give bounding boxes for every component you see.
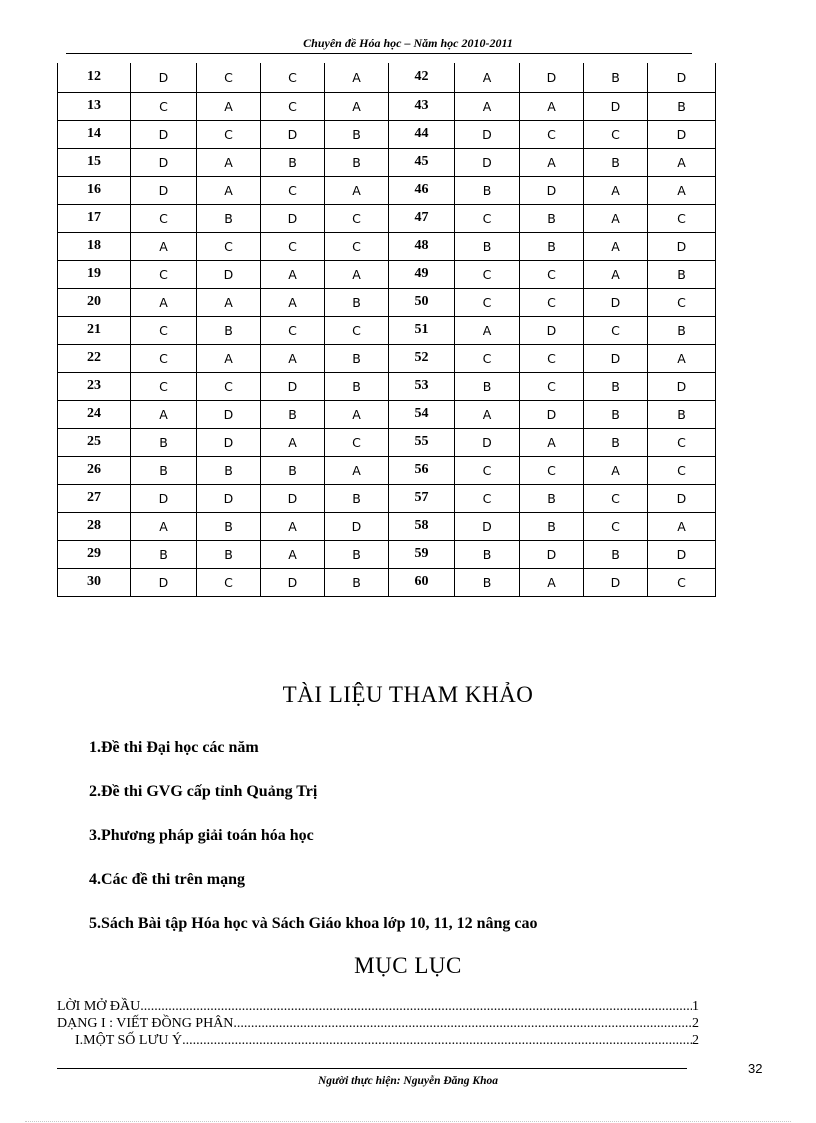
toc-entry-label: DẠNG I : VIẾT ĐỒNG PHÂN [57, 1016, 234, 1031]
answer-cell: C [261, 232, 325, 260]
answer-cell: D [648, 372, 716, 400]
answer-cell: C [520, 288, 584, 316]
answer-cell: C [131, 344, 197, 372]
answer-cell: A [648, 176, 716, 204]
answer-cell: B [197, 540, 261, 568]
table-row [58, 540, 716, 568]
answer-cell: B [648, 92, 716, 120]
answer-cell: C [261, 176, 325, 204]
question-number-cell: 21 [58, 316, 131, 344]
answer-cell: A [131, 232, 197, 260]
question-number-cell: 13 [58, 92, 131, 120]
reference-item: 1.Đề thi Đại học các năm [89, 739, 259, 756]
answer-cell: C [520, 344, 584, 372]
reference-item: 3.Phương pháp giải toán hóa học [89, 827, 314, 844]
answer-cell: A [648, 344, 716, 372]
answer-cell: B [520, 232, 584, 260]
reference-item: 2.Đề thi GVG cấp tỉnh Quảng Trị [89, 783, 318, 800]
answer-cell: B [325, 344, 389, 372]
question-number-cell: 16 [58, 176, 131, 204]
answer-cell: B [197, 316, 261, 344]
question-number-cell: 44 [389, 120, 455, 148]
answer-cell: D [520, 63, 584, 92]
answer-cell: D [584, 568, 648, 596]
question-number-cell: 23 [58, 372, 131, 400]
answer-cell: A [325, 63, 389, 92]
toc-entry-label: LỜI MỞ ĐẦU [57, 999, 141, 1014]
answer-cell: D [648, 63, 716, 92]
answer-cell: D [261, 568, 325, 596]
question-number-cell: 43 [389, 92, 455, 120]
references-title: TÀI LIỆU THAM KHẢO [282, 682, 534, 707]
answer-cell: A [520, 148, 584, 176]
table-row [58, 120, 716, 148]
answer-cell: B [325, 288, 389, 316]
answer-cell: A [584, 456, 648, 484]
table-row [58, 204, 716, 232]
toc-entry-page: 1 [692, 999, 699, 1014]
answer-cell: B [325, 568, 389, 596]
reference-item: 4.Các đề thi trên mạng [89, 871, 245, 888]
answer-cell: D [520, 316, 584, 344]
answer-cell: A [197, 344, 261, 372]
page-edge-divider [25, 1121, 791, 1122]
toc-entry[interactable] [57, 998, 699, 1015]
answer-cell: D [131, 568, 197, 596]
answer-cell: A [197, 92, 261, 120]
answer-cell: A [520, 568, 584, 596]
answer-cell: D [261, 204, 325, 232]
answer-cell: D [520, 176, 584, 204]
table-row [58, 344, 716, 372]
table-row [58, 176, 716, 204]
toc-leader-dots [140, 998, 692, 1015]
answer-cell: B [584, 540, 648, 568]
toc-entry-page: 2 [692, 1033, 699, 1048]
answer-cell: B [325, 372, 389, 400]
answer-cell: C [325, 204, 389, 232]
question-number-cell: 19 [58, 260, 131, 288]
question-number-cell: 59 [389, 540, 455, 568]
answer-cell: A [455, 400, 520, 428]
question-number-cell: 45 [389, 148, 455, 176]
answer-cell: A [584, 232, 648, 260]
header-rule [66, 53, 692, 54]
answer-cell: A [455, 92, 520, 120]
toc-entry-page: 2 [692, 1016, 699, 1031]
page-number: 32 [748, 1061, 763, 1076]
answer-cell: A [325, 456, 389, 484]
answer-cell: B [455, 176, 520, 204]
answer-cell: C [648, 288, 716, 316]
answer-cell: D [584, 92, 648, 120]
answer-cell: A [261, 260, 325, 288]
answer-cell: D [261, 120, 325, 148]
answer-cell: D [648, 484, 716, 512]
answer-cell: C [455, 344, 520, 372]
answer-cell: A [197, 288, 261, 316]
answer-cell: C [131, 316, 197, 344]
answer-cell: A [648, 148, 716, 176]
answer-cell: D [131, 484, 197, 512]
answer-cell: A [455, 63, 520, 92]
table-row [58, 63, 716, 92]
question-number-cell: 53 [389, 372, 455, 400]
toc-leader-dots [182, 1032, 692, 1049]
answer-cell: C [325, 232, 389, 260]
answer-cell: D [131, 63, 197, 92]
toc-leader-dots [233, 1015, 692, 1032]
answer-cell: C [520, 120, 584, 148]
question-number-cell: 56 [389, 456, 455, 484]
answer-cell: B [131, 456, 197, 484]
question-number-cell: 18 [58, 232, 131, 260]
answer-cell: C [131, 204, 197, 232]
question-number-cell: 55 [389, 428, 455, 456]
answer-cell: D [455, 428, 520, 456]
answer-cell: D [197, 484, 261, 512]
answer-cell: D [455, 512, 520, 540]
answer-cell: C [584, 484, 648, 512]
answer-cell: B [584, 400, 648, 428]
question-number-cell: 58 [389, 512, 455, 540]
answer-cell: C [197, 372, 261, 400]
answer-cell: C [648, 456, 716, 484]
answer-cell: A [584, 204, 648, 232]
answer-cell: A [648, 512, 716, 540]
answer-cell: B [261, 456, 325, 484]
answer-cell: B [131, 428, 197, 456]
answer-cell: C [648, 568, 716, 596]
answer-cell: B [325, 148, 389, 176]
answer-cell: C [648, 204, 716, 232]
answer-cell: D [131, 120, 197, 148]
answer-cell: A [584, 260, 648, 288]
table-row [58, 372, 716, 400]
answer-cell: D [197, 400, 261, 428]
answer-cell: C [261, 63, 325, 92]
answer-cell: B [520, 512, 584, 540]
answer-cell: D [325, 512, 389, 540]
answer-cell: B [325, 120, 389, 148]
running-footer: Người thực hiện: Nguyễn Đăng Khoa [317, 1075, 498, 1087]
answer-cell: D [648, 232, 716, 260]
question-number-cell: 14 [58, 120, 131, 148]
question-number-cell: 24 [58, 400, 131, 428]
table-row [58, 568, 716, 596]
table-row [58, 92, 716, 120]
answer-cell: B [584, 372, 648, 400]
answer-cell: D [455, 148, 520, 176]
table-of-contents [57, 998, 699, 1049]
answer-cell: B [648, 260, 716, 288]
reference-item: 5.Sách Bài tập Hóa học và Sách Giáo khoa lớp 10, 11, 12 nâng cao [89, 915, 538, 932]
answer-cell: C [455, 204, 520, 232]
question-number-cell: 51 [389, 316, 455, 344]
answer-cell: C [261, 92, 325, 120]
running-header: Chuyên đề Hóa học – Năm học 2010-2011 [303, 36, 513, 50]
answer-cell: C [197, 568, 261, 596]
question-number-cell: 26 [58, 456, 131, 484]
answer-cell: A [131, 512, 197, 540]
answer-cell: B [197, 204, 261, 232]
table-row [58, 260, 716, 288]
answer-cell: D [455, 120, 520, 148]
answer-cell: B [325, 484, 389, 512]
question-number-cell: 22 [58, 344, 131, 372]
question-number-cell: 46 [389, 176, 455, 204]
answer-cell: C [131, 372, 197, 400]
answer-cell: D [261, 484, 325, 512]
question-number-cell: 50 [389, 288, 455, 316]
table-row [58, 316, 716, 344]
question-number-cell: 49 [389, 260, 455, 288]
answer-cell: B [325, 540, 389, 568]
answer-cell: A [197, 176, 261, 204]
answer-cell: B [131, 540, 197, 568]
answer-cell: A [584, 176, 648, 204]
table-row [58, 512, 716, 540]
answer-cell: B [520, 484, 584, 512]
answer-cell: A [325, 92, 389, 120]
answer-cell: B [584, 148, 648, 176]
question-number-cell: 54 [389, 400, 455, 428]
answer-cell: A [131, 288, 197, 316]
answer-cell: D [584, 344, 648, 372]
toc-title: MỤC LỤC [354, 953, 462, 978]
table-row [58, 484, 716, 512]
table-row [58, 428, 716, 456]
answer-cell: A [325, 176, 389, 204]
answer-cell: C [325, 428, 389, 456]
answer-cell: C [197, 232, 261, 260]
answer-cell: D [648, 120, 716, 148]
answer-cell: B [197, 512, 261, 540]
answer-cell: C [325, 316, 389, 344]
table-row [58, 148, 716, 176]
table-row [58, 456, 716, 484]
answer-cell: C [261, 316, 325, 344]
table-row [58, 232, 716, 260]
question-number-cell: 25 [58, 428, 131, 456]
answer-cell: C [520, 372, 584, 400]
question-number-cell: 48 [389, 232, 455, 260]
answer-cell: B [261, 148, 325, 176]
answer-cell: C [584, 512, 648, 540]
answer-cell: B [648, 400, 716, 428]
answer-cell: C [520, 456, 584, 484]
question-number-cell: 57 [389, 484, 455, 512]
question-number-cell: 42 [389, 63, 455, 92]
question-number-cell: 29 [58, 540, 131, 568]
answer-cell: A [455, 316, 520, 344]
question-number-cell: 20 [58, 288, 131, 316]
answer-cell: B [455, 568, 520, 596]
answer-cell: A [520, 428, 584, 456]
question-number-cell: 28 [58, 512, 131, 540]
answer-cell: A [520, 92, 584, 120]
question-number-cell: 27 [58, 484, 131, 512]
answer-cell: A [261, 512, 325, 540]
answer-cell: B [455, 232, 520, 260]
answer-cell: C [455, 484, 520, 512]
answer-cell: C [131, 92, 197, 120]
answer-cell: B [455, 372, 520, 400]
answer-cell: A [261, 344, 325, 372]
toc-entry-label: I.MỘT SỐ LƯU Ý [75, 1033, 183, 1048]
answer-cell: C [455, 456, 520, 484]
answer-table-body [58, 63, 716, 596]
answer-cell: A [325, 260, 389, 288]
question-number-cell: 17 [58, 204, 131, 232]
answer-cell: D [197, 428, 261, 456]
answer-cell: B [648, 316, 716, 344]
references-list [89, 737, 538, 957]
answer-cell: D [131, 148, 197, 176]
table-row [58, 288, 716, 316]
toc-entry[interactable] [57, 1015, 699, 1032]
question-number-cell: 52 [389, 344, 455, 372]
answer-cell: A [261, 540, 325, 568]
answer-cell: A [261, 428, 325, 456]
answer-cell: B [261, 400, 325, 428]
answer-cell: C [455, 260, 520, 288]
answer-cell: D [648, 540, 716, 568]
answer-cell: B [197, 456, 261, 484]
answer-cell: D [131, 176, 197, 204]
answer-cell: B [520, 204, 584, 232]
question-number-cell: 30 [58, 568, 131, 596]
toc-entry[interactable] [57, 1032, 699, 1049]
answer-cell: A [197, 148, 261, 176]
answer-cell: B [584, 428, 648, 456]
answer-cell: D [520, 400, 584, 428]
answer-cell: C [584, 316, 648, 344]
answer-cell: B [455, 540, 520, 568]
answer-cell: C [648, 428, 716, 456]
question-number-cell: 15 [58, 148, 131, 176]
answer-cell: A [325, 400, 389, 428]
table-row [58, 400, 716, 428]
answer-cell: C [197, 63, 261, 92]
answer-cell: A [131, 400, 197, 428]
answer-key-table [57, 63, 716, 597]
answer-cell: D [520, 540, 584, 568]
answer-cell: B [584, 63, 648, 92]
question-number-cell: 12 [58, 63, 131, 92]
answer-cell: C [197, 120, 261, 148]
question-number-cell: 60 [389, 568, 455, 596]
answer-cell: C [520, 260, 584, 288]
answer-cell: C [455, 288, 520, 316]
answer-cell: D [261, 372, 325, 400]
answer-cell: D [584, 288, 648, 316]
question-number-cell: 47 [389, 204, 455, 232]
answer-cell: D [197, 260, 261, 288]
answer-cell: C [131, 260, 197, 288]
footer-rule [57, 1068, 687, 1069]
answer-cell: A [261, 288, 325, 316]
answer-cell: C [584, 120, 648, 148]
